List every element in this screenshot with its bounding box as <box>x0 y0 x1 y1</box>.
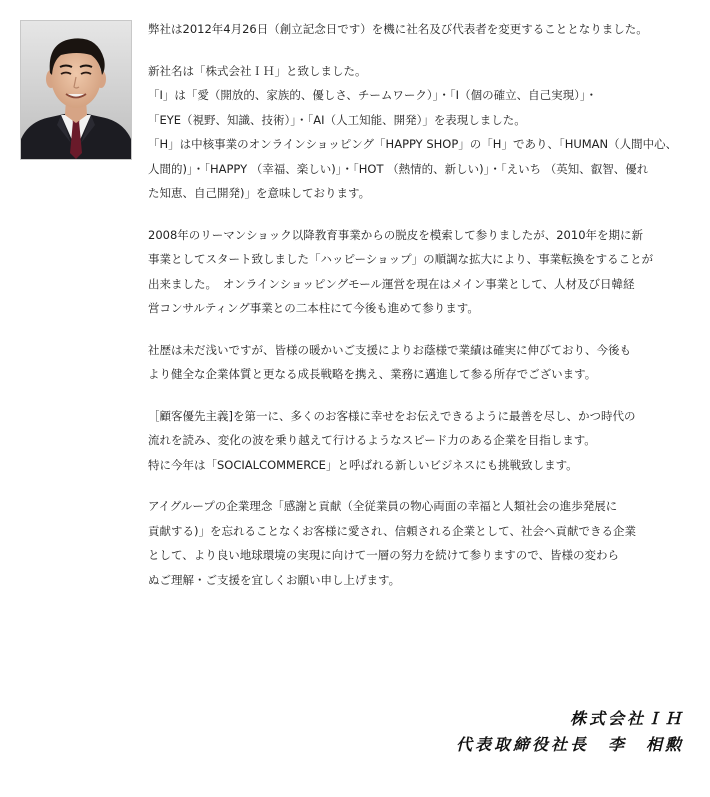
text-line: 「H」は中核事業のオンラインショッピング「HAPPY SHOP」の「H」であり、「HUMAN（人間中心、 <box>148 137 678 151</box>
text-line: ぬご理解・ご支援を宜しくお願い申し上げます。 <box>148 572 401 587</box>
message-body <box>148 17 696 609</box>
signature-company: 株式会社ＩＨ <box>569 709 684 728</box>
text-line: 「EYE（視野、知識、技術）」・「AI（人工知能、開発）」を表現しました。 <box>148 112 526 127</box>
text-line: 人間的)」・「HAPPY （幸福、楽しい)」・「HOT （熱情的、新しい)」・「えいち （英知、叡智、優れ <box>148 161 649 176</box>
paragraph-new-name <box>148 59 696 206</box>
paragraph-growth <box>148 338 696 387</box>
text-line: 特に今年は「SOCIALCOMMERCE」と呼ばれる新しいビジネスにも挑戦致します。 <box>148 457 578 472</box>
representative-photo <box>20 20 132 160</box>
text-line: 営コンサルティング事業との二本柱にて今後も進めて参ります。 <box>148 301 479 315</box>
text-line: 流れを読み、変化の波を乗り越えて行けるようなスピード力のある企業を目指します。 <box>148 433 596 447</box>
text-line: アイグループの企業理念「感謝と貢献（全従業員の物心両面の幸福と人類社会の進歩発展に <box>148 499 618 513</box>
text-line: 「I」は「愛（開放的、家族的、優しさ、チームワーク）」・「I（個の確立、自己実現）」・ <box>148 88 598 102</box>
signature-block <box>456 706 684 758</box>
paragraph-philosophy <box>148 494 696 592</box>
text-line: た知恵、自己開発)」を意味しております。 <box>148 186 371 200</box>
text-line: 事業としてスタート致しました「ハッピーショップ」の順調な拡大により、事業転換をすることが <box>148 252 654 266</box>
paragraph-history <box>148 223 696 321</box>
representative-portrait-icon <box>21 21 131 159</box>
text-line: 新社名は「株式会社ＩＨ」と致しました。 <box>148 63 367 78</box>
text-line: ［顧客優先主義]を第一に、多くのお客様に幸せをお伝えできるように最善を尽し、かつ時代の <box>148 408 636 423</box>
text-line: 貢献する)」を忘れることなくお客様に愛され、信頼される企業として、社会へ貢献できる企業 <box>148 523 636 538</box>
text-line: として、より良い地球環境の実現に向けて一層の努力を続けて参りますので、皆様の変わら <box>148 548 620 562</box>
text-line: 2008年のリーマンショック以降教育事業からの脱皮を模索して参りましたが、2010年を期に新 <box>148 227 644 242</box>
paragraph-customer-first <box>148 404 696 478</box>
text-line: より健全な企業体質と更なる成長戦略を携え、業務に邁進して参る所存でございます。 <box>148 367 597 381</box>
text-line: 出来ました。 オンラインショッピングモール運営を現在はメイン事業として、人材及び日韓経 <box>148 276 635 291</box>
paragraph-announcement <box>148 17 696 42</box>
text-line: 社歴は未だ浅いですが、皆様の暖かいご支援によりお蔭様で業績は確実に伸びており、今後も <box>148 342 631 357</box>
signature-representative: 代表取締役社長 李 相勲 <box>455 735 684 754</box>
text-line: 弊社は2012年4月26日（創立記念日です）を機に社名及び代表者を変更することとなりました。 <box>148 22 648 36</box>
